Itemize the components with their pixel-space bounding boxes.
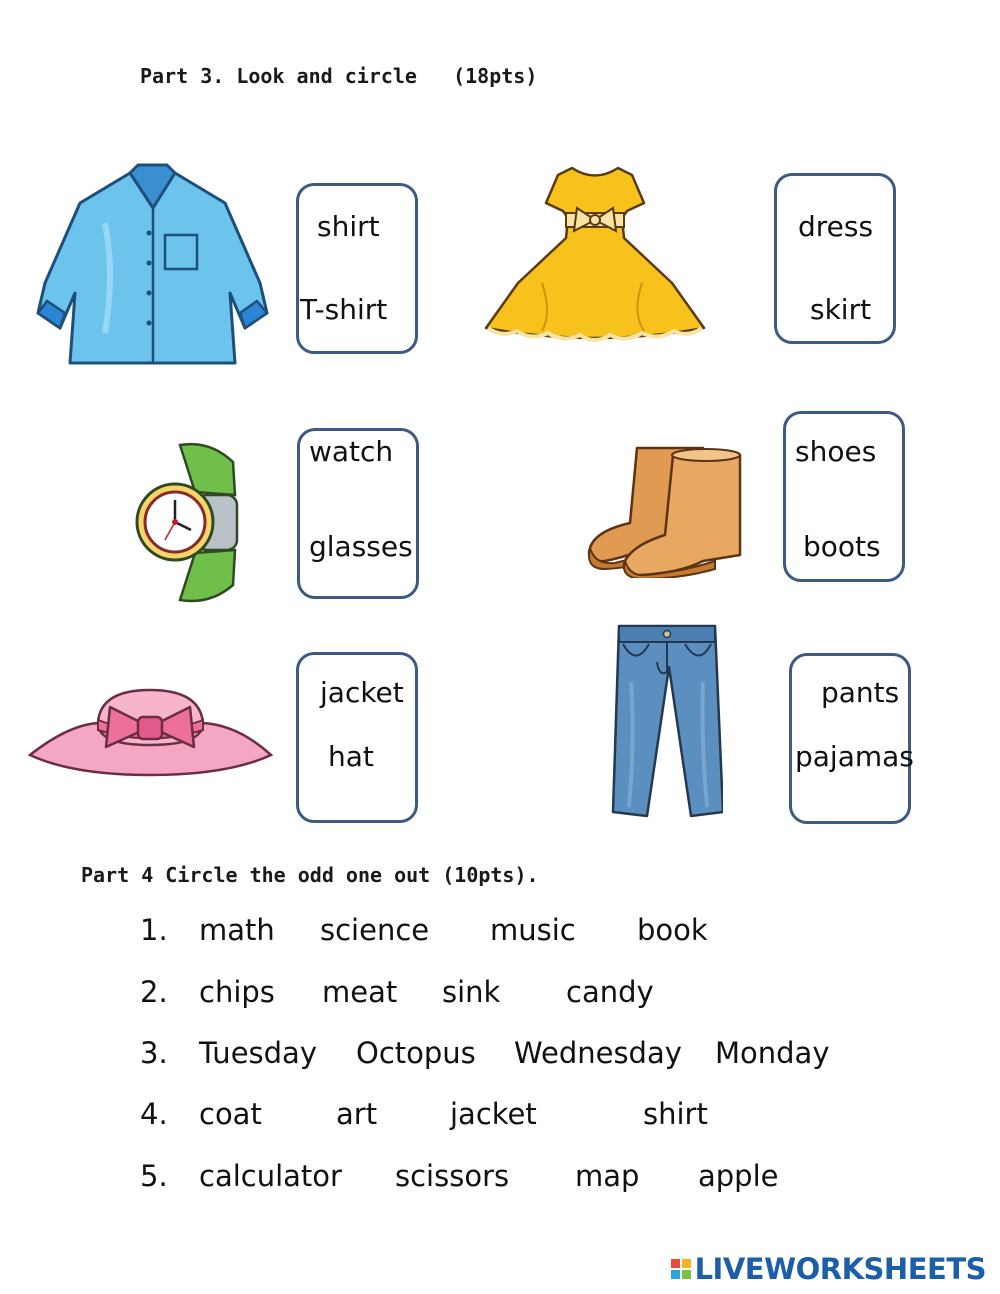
odd-one-word[interactable]: apple — [698, 1159, 779, 1193]
odd-one-word[interactable]: math — [199, 913, 275, 947]
option-word[interactable]: shoes — [795, 435, 877, 468]
watch-icon — [135, 440, 240, 605]
item-number: 1. — [140, 913, 168, 947]
odd-one-word[interactable]: scissors — [395, 1159, 510, 1193]
odd-one-word[interactable]: calculator — [199, 1159, 342, 1193]
odd-one-word[interactable]: candy — [566, 975, 654, 1009]
item-number: 5. — [140, 1159, 168, 1193]
option-word[interactable]: glasses — [309, 530, 413, 563]
odd-one-word[interactable]: coat — [199, 1097, 262, 1131]
option-word[interactable]: jacket — [320, 676, 404, 709]
odd-one-word[interactable]: sink — [442, 975, 501, 1009]
item-number: 4. — [140, 1097, 168, 1131]
option-box — [296, 183, 418, 354]
odd-one-word[interactable]: Octopus — [356, 1036, 476, 1070]
boots-icon — [585, 443, 745, 578]
option-word[interactable]: boots — [803, 530, 881, 563]
option-word[interactable]: pajamas — [795, 740, 914, 773]
item-number: 3. — [140, 1036, 168, 1070]
liveworksheets-logo[interactable] — [671, 1252, 986, 1286]
dress-icon — [482, 163, 708, 343]
item-number: 2. — [140, 975, 168, 1009]
option-word[interactable]: dress — [798, 210, 874, 243]
pants-icon — [611, 622, 723, 820]
option-word[interactable]: watch — [309, 435, 394, 468]
odd-one-word[interactable]: Wednesday — [514, 1036, 682, 1070]
odd-one-word[interactable]: Monday — [715, 1036, 830, 1070]
option-word[interactable]: pants — [821, 676, 900, 709]
shirt-icon — [35, 163, 270, 373]
option-word[interactable]: hat — [328, 740, 374, 773]
odd-one-word[interactable]: book — [637, 913, 708, 947]
odd-one-word[interactable]: map — [575, 1159, 640, 1193]
option-word[interactable]: skirt — [810, 293, 872, 326]
odd-one-word[interactable]: jacket — [450, 1097, 537, 1131]
odd-one-word[interactable]: music — [490, 913, 576, 947]
odd-one-word[interactable]: Tuesday — [199, 1036, 317, 1070]
odd-one-word[interactable]: science — [320, 913, 430, 947]
logo-text: LIVEWORKSHEETS — [694, 1252, 986, 1286]
option-word[interactable]: shirt — [317, 210, 380, 243]
part4-title: Part 4 Circle the odd one out (10pts). — [81, 863, 539, 887]
odd-one-word[interactable]: shirt — [643, 1097, 708, 1131]
odd-one-word[interactable]: meat — [322, 975, 398, 1009]
part3-title: Part 3. Look and circle (18pts) — [140, 64, 538, 88]
odd-one-word[interactable]: chips — [199, 975, 275, 1009]
hat-icon — [28, 685, 273, 780]
odd-one-word[interactable]: art — [336, 1097, 378, 1131]
option-word[interactable]: T-shirt — [300, 293, 388, 326]
liveworksheets-logo-icon — [671, 1259, 691, 1279]
